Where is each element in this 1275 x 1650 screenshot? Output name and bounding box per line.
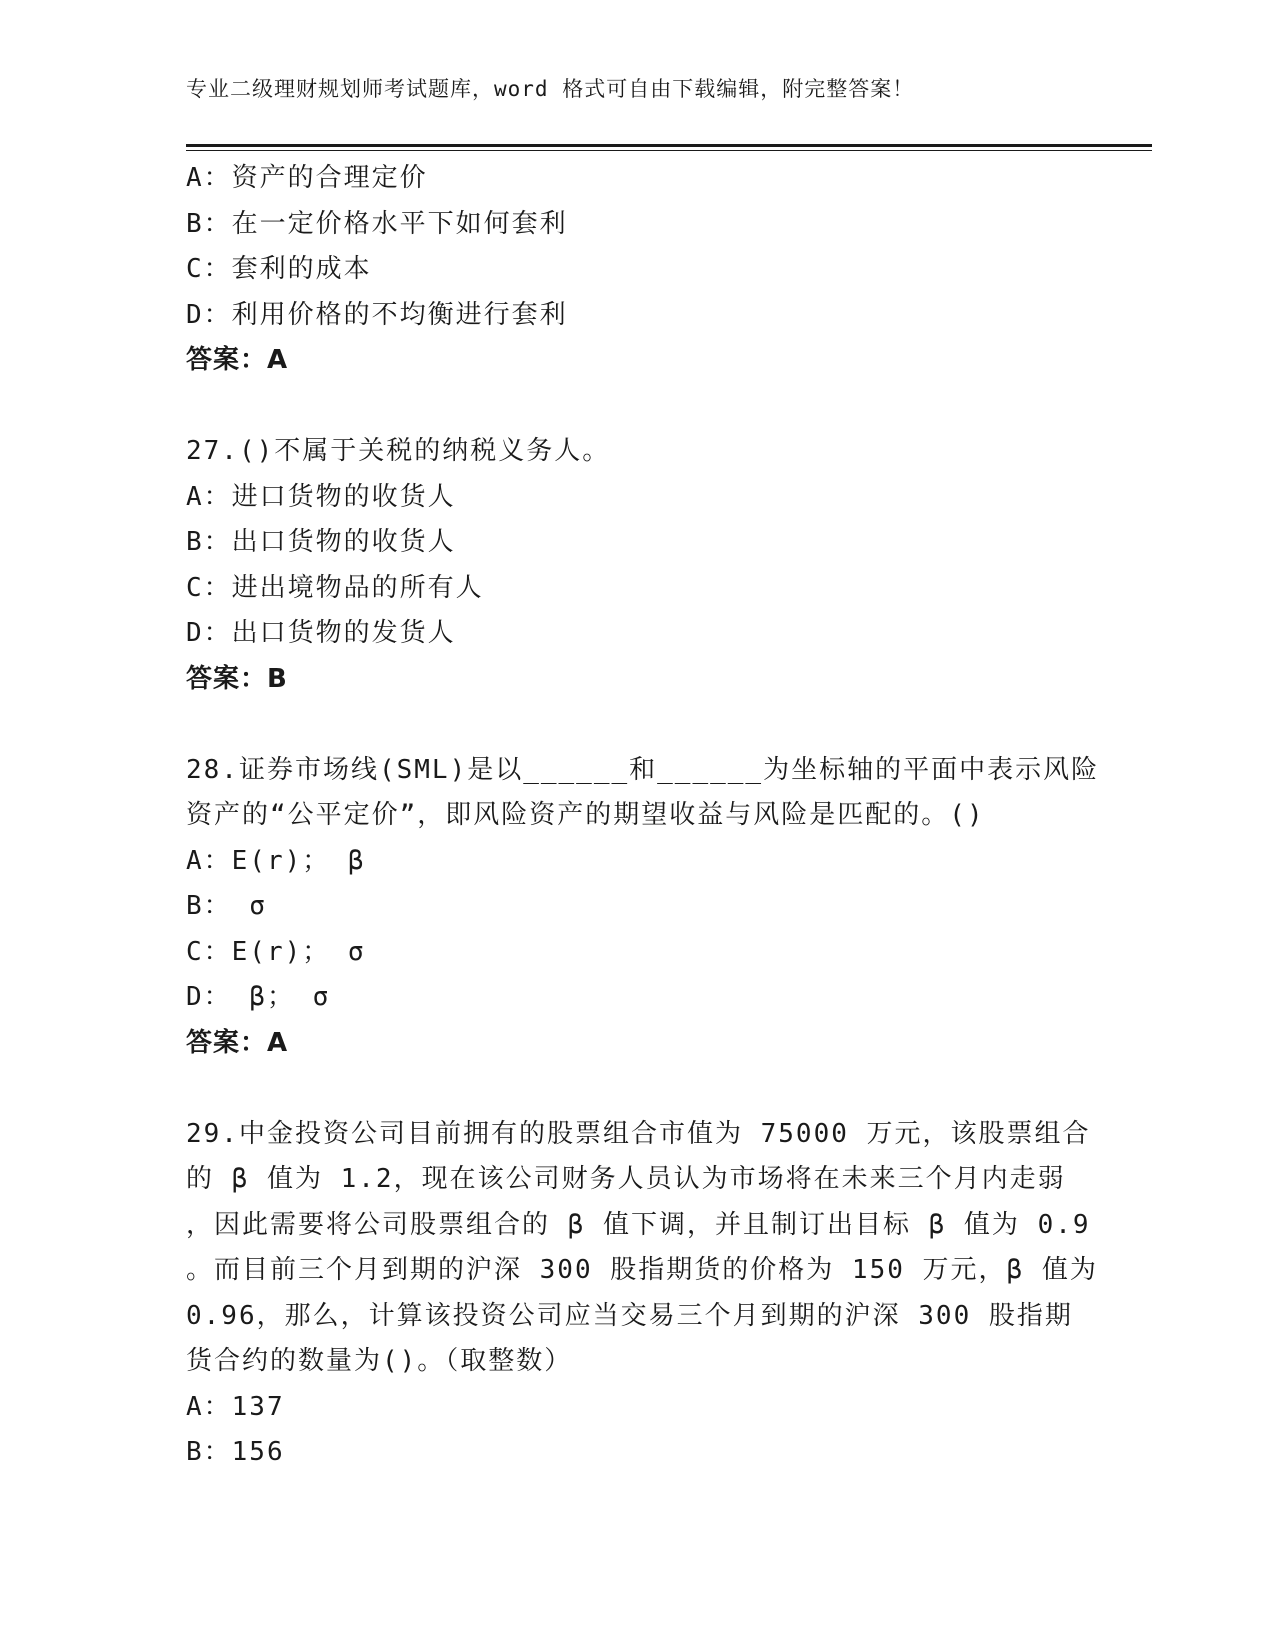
option-b: B： σ (186, 891, 267, 921)
partial-question (186, 156, 1086, 384)
spacer (186, 1066, 1086, 1112)
answer-line: 答案：A (186, 1027, 289, 1058)
question-stem-line: ，因此需要将公司股票组合的 β 值下调，并且制订出目标 β 值为 0.9 (186, 1209, 1091, 1240)
option-c: C：E(r)； σ (186, 936, 366, 967)
option-d: D： β； σ (186, 982, 331, 1012)
option-a: A：进口货物的收货人 (186, 481, 456, 512)
question-28 (186, 748, 1100, 1067)
page-header: 专业二级理财规划师考试题库，word 格式可自由下载编辑，附完整答案！ (186, 77, 915, 101)
answer-line: 答案：A (186, 345, 289, 375)
option-d: D：利用价格的不均衡进行套利 (186, 299, 568, 330)
question-stem-line: 资产的“公平定价”，即风险资产的期望收益与风险是匹配的。() (186, 800, 985, 830)
question-27 (186, 429, 1086, 702)
spacer (186, 702, 1086, 748)
header-rule-thin (186, 150, 1152, 151)
option-d: D：出口货物的发货人 (186, 618, 456, 648)
header-rule-thick (186, 144, 1152, 147)
question-stem-line: 货合约的数量为()。（取整数） (186, 1346, 573, 1376)
option-b: B：在一定价格水平下如何套利 (186, 208, 568, 239)
option-c: C：套利的成本 (186, 254, 372, 284)
option-b: B：156 (186, 1437, 285, 1467)
question-stem-line: 29.中金投资公司目前拥有的股票组合市值为 75000 万元，该股票组合 (186, 1118, 1091, 1149)
option-a: A：E(r)； β (186, 845, 366, 876)
header-rule (186, 144, 1152, 152)
question-stem-line: 的 β 值为 1.2，现在该公司财务人员认为市场将在未来三个月内走弱 (186, 1164, 1066, 1194)
question-stem-line: 。而目前三个月到期的沪深 300 股指期货的价格为 150 万元，β 值为 (186, 1255, 1098, 1285)
answer-line: 答案：B (186, 663, 288, 694)
question-stem-line: 28.证券市场线(SML)是以______和______为坐标轴的平面中表示风险 (186, 754, 1100, 785)
question-29 (186, 1112, 1098, 1476)
question-content (186, 156, 1100, 1476)
question-stem-line: 0.96，那么，计算该投资公司应当交易三个月到期的沪深 300 股指期 (186, 1300, 1073, 1331)
option-a: A：资产的合理定价 (186, 163, 428, 193)
option-a: A：137 (186, 1391, 285, 1422)
spacer (186, 384, 1086, 430)
option-c: C：进出境物品的所有人 (186, 572, 484, 603)
option-b: B：出口货物的收货人 (186, 527, 456, 557)
question-stem: 27.()不属于关税的纳税义务人。 (186, 436, 611, 466)
